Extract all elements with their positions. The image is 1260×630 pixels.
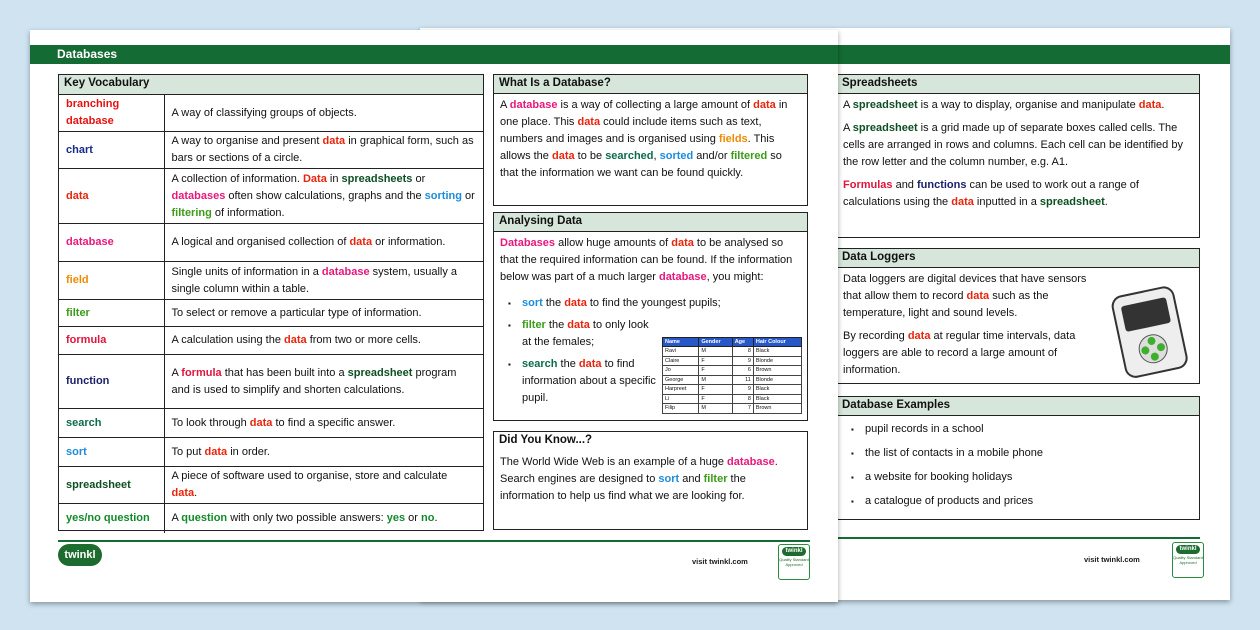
vocab-definition: [164, 300, 483, 327]
text: .: [194, 487, 198, 499]
vocab-row: [59, 438, 483, 467]
keyword-filter: filter: [703, 473, 728, 485]
text: to be: [574, 150, 606, 162]
vocab-definition: [164, 132, 483, 169]
vocab-row: [59, 95, 483, 132]
keyword-question: question: [181, 511, 228, 524]
keyword-sort: sort: [658, 473, 680, 485]
bullet-item: [522, 356, 657, 407]
keyword-spreadsheet: spreadsheets: [341, 172, 413, 185]
panel-heading: Analysing Data: [494, 213, 807, 232]
vocab-row: [59, 262, 483, 300]
vocab-term: chart: [59, 132, 164, 169]
table-cell: Filip: [663, 404, 699, 414]
text: .: [1161, 99, 1165, 111]
table-row: [663, 347, 802, 357]
text: allow huge amounts of: [555, 237, 672, 249]
text: in one place. This: [500, 99, 788, 128]
text: or: [405, 511, 421, 524]
vocab-definition: [164, 327, 483, 355]
table-cell: M: [699, 404, 732, 414]
table-cell: F: [699, 366, 732, 376]
text: from two or more cells.: [306, 334, 421, 346]
table-cell: 9: [732, 385, 753, 395]
vocab-definition: [164, 504, 483, 533]
panel-heading: Spreadsheets: [837, 75, 1199, 94]
keyword-data: data: [564, 297, 587, 309]
text: in graphical form, such as bars or sections of a circle.: [171, 135, 474, 164]
vocab-definition: [164, 169, 483, 224]
vocab-row: [59, 224, 483, 262]
table-cell: 9: [732, 356, 753, 366]
keyword-data: data: [578, 358, 602, 370]
text: such as the temperature, light and sound levels.: [843, 290, 1049, 319]
panel-body: [494, 451, 807, 514]
keyword-formula: formula: [181, 366, 222, 379]
keyword-spreadsheet: spreadsheet: [347, 366, 413, 379]
text: and: [892, 179, 917, 191]
paragraph: [500, 454, 801, 505]
badge-logo: twinkl: [782, 547, 806, 556]
badge-text: Quality Standard Approved: [1173, 555, 1203, 565]
text: in order.: [227, 445, 270, 458]
text: the: [545, 319, 568, 331]
keyword-database: database: [509, 99, 558, 111]
keyword-data: data: [551, 150, 575, 162]
text: often show calculations, graphs and the: [225, 189, 425, 202]
examples-list: [837, 416, 1199, 511]
vocab-row: [59, 504, 483, 533]
table-cell: 11: [732, 375, 753, 385]
vocab-definition: [164, 355, 483, 409]
keyword-data: data: [171, 487, 195, 499]
table-cell: Blonde: [753, 356, 801, 366]
vocab-row: [59, 467, 483, 504]
vocab-term: sort: [59, 438, 164, 467]
text: A collection of information.: [171, 172, 303, 185]
keyword-data: data: [204, 445, 228, 458]
table-cell: Blonde: [753, 375, 801, 385]
table-cell: F: [699, 356, 732, 366]
vocabulary-table: [59, 94, 483, 533]
visit-link[interactable]: visit twinkl.com: [692, 557, 748, 566]
table-cell: 6: [732, 366, 753, 376]
keyword-filter: filtered: [730, 150, 768, 162]
keyword-filter: filter: [522, 319, 546, 331]
text: the: [542, 297, 565, 309]
text: to find a specific answer.: [272, 416, 396, 429]
data-logger-device-icon: [1103, 279, 1198, 379]
table-cell: Brown: [753, 366, 801, 376]
example-item: ▪ a catalogue of products and prices: [865, 492, 1199, 511]
text: to only look at the females;: [522, 319, 649, 348]
keyword-data: data: [1138, 99, 1162, 111]
text: A way to organise and present: [171, 135, 323, 147]
keyword-database: database: [321, 265, 370, 278]
text: system, usually a single column within a table.: [171, 265, 458, 295]
panel-heading: Database Examples: [837, 397, 1199, 416]
quality-badge: [778, 544, 810, 580]
title-bar: [838, 45, 1230, 64]
text: the: [557, 358, 579, 370]
table-cell: Black: [753, 385, 801, 395]
table-cell: Jo: [663, 366, 699, 376]
vocab-term: database: [59, 224, 164, 262]
table-cell: M: [699, 375, 732, 385]
text: to find the youngest pupils;: [586, 297, 721, 309]
keyword-filter: filtering: [171, 206, 212, 219]
text: .: [434, 511, 438, 524]
panel-body: [494, 94, 807, 191]
spreadsheets-panel: [836, 74, 1200, 238]
text: A: [843, 99, 853, 111]
table-cell: 8: [732, 394, 753, 404]
text: in: [326, 172, 342, 185]
analysing-data-panel: [493, 212, 808, 421]
vocab-row: [59, 300, 483, 327]
visit-link[interactable]: visit twinkl.com: [1084, 555, 1140, 564]
text: A piece of software used to organise, store and calculate: [171, 470, 448, 482]
title-bar: Databases: [30, 45, 838, 64]
text: is a way of collecting a large amount of: [557, 99, 754, 111]
text: A way of classifying groups of objects.: [171, 106, 357, 119]
example-item: ▪ pupil records in a school: [865, 420, 1199, 439]
vocab-term: branching database: [59, 95, 164, 132]
what-is-a-database-panel: [493, 74, 808, 206]
keyword-database: database: [727, 456, 775, 468]
keyword-search: search: [522, 358, 558, 370]
data-loggers-panel: [836, 248, 1200, 384]
text: could include items such as text, numbers and images and is organised using: [500, 116, 762, 145]
vocab-definition: [164, 438, 483, 467]
text: To put: [171, 445, 205, 458]
text: is a grid made up of separate boxes called cells. The cells are arranged in rows and columns. Each cell can be identified by the row letter and the column number, e.g. A1.: [843, 122, 1183, 168]
table-cell: F: [699, 394, 732, 404]
footer-divider: [58, 540, 810, 542]
quality-badge: [1172, 542, 1204, 578]
vocab-definition: [164, 95, 483, 132]
vocab-term: field: [59, 262, 164, 300]
table-row: [663, 356, 802, 366]
panel-body: [837, 94, 1199, 220]
column-header[interactable]: Age: [732, 338, 753, 347]
badge-text: Quality Standard Approved: [779, 557, 809, 567]
keyword-data: data: [249, 416, 273, 429]
text: the information to help us find what we are looking for.: [500, 473, 746, 502]
footer-divider: [838, 537, 1200, 539]
keyword-data: data: [284, 334, 307, 346]
keyword-data: data: [951, 196, 974, 208]
example-item: ▪ a website for booking holidays: [865, 468, 1199, 487]
keyword-function: functions: [916, 179, 967, 191]
vocab-term: function: [59, 355, 164, 409]
paragraph: [843, 120, 1193, 171]
keyword-question: no: [420, 511, 435, 524]
vocab-term: data: [59, 169, 164, 224]
paragraph: [843, 328, 1093, 379]
vocab-definition: [164, 467, 483, 504]
keyword-data: data: [907, 330, 931, 342]
text: and: [679, 473, 704, 485]
keyword-data: data: [567, 319, 590, 331]
column-header[interactable]: Hair Colour: [753, 338, 801, 347]
keyword-spreadsheet: spreadsheet: [852, 99, 918, 111]
keyword-search: searched: [605, 150, 654, 162]
keyword-data: data: [322, 135, 346, 147]
keyword-data: data: [753, 99, 776, 111]
vocab-term: spreadsheet: [59, 467, 164, 504]
keyword-spreadsheet: spreadsheet: [1039, 196, 1105, 208]
table-cell: Brown: [753, 404, 801, 414]
text: can be used to work out a range of calculations using the: [843, 179, 1139, 208]
panel-body: [494, 232, 807, 295]
example-item: ▪ the list of contacts in a mobile phone: [865, 444, 1199, 463]
front-page: [30, 30, 838, 602]
table-cell: Ravi: [663, 347, 699, 357]
text: is a way to display, organise and manipulate: [917, 99, 1139, 111]
keyword-data: data: [966, 290, 990, 302]
keyword-sort: sorted: [659, 150, 694, 162]
text: ,: [653, 150, 660, 162]
vocab-term: search: [59, 409, 164, 438]
paragraph: [843, 97, 1193, 114]
text: program and is used to simplify and shorten calculations.: [171, 366, 457, 396]
text: or information.: [372, 236, 446, 248]
twinkl-logo[interactable]: twinkl: [58, 544, 102, 566]
text: inputted in a: [973, 196, 1040, 208]
vocab-term: filter: [59, 300, 164, 327]
keyword-data: data: [577, 116, 601, 128]
vocab-row: [59, 355, 483, 409]
text: to find information about a specific pupil.: [522, 358, 656, 404]
key-vocabulary-panel: [58, 74, 484, 531]
text: A logical and organised collection of: [171, 236, 350, 248]
vocab-row: [59, 169, 483, 224]
table-row: [663, 404, 802, 414]
keyword-data: Data: [302, 172, 327, 185]
bullet-item: [522, 317, 657, 351]
column-header[interactable]: Gender: [699, 338, 732, 347]
keyword-database: databases: [171, 189, 226, 202]
text: so that the information we want can be found quickly.: [500, 150, 782, 179]
text: Data loggers are digital devices that have sensors that allow them to record: [843, 273, 1087, 302]
text: , you might:: [706, 271, 764, 283]
table-cell: Black: [753, 347, 801, 357]
text: at regular time intervals, data loggers are able to record a large amount of information.: [843, 330, 1076, 376]
table-cell: Harpreet: [663, 385, 699, 395]
table-row: [663, 385, 802, 395]
panel-heading: Key Vocabulary: [59, 75, 483, 94]
text: A: [171, 366, 182, 379]
keyword-sort: sorting: [424, 189, 462, 202]
table-row: [663, 366, 802, 376]
text: or: [412, 172, 426, 185]
table-row: [663, 375, 802, 385]
keyword-database: Databases: [500, 237, 556, 249]
paragraph: [843, 271, 1093, 322]
text: .: [1104, 196, 1108, 208]
text: and/or: [693, 150, 731, 162]
text: A calculation using the: [171, 334, 285, 346]
text: A: [500, 99, 510, 111]
panel-heading: Did You Know...?: [494, 432, 807, 451]
bullet-item: [522, 295, 807, 312]
panel-body: [837, 268, 1099, 388]
keyword-sort: sort: [522, 297, 543, 309]
badge-logo: twinkl: [1176, 545, 1200, 554]
keyword-spreadsheet: spreadsheet: [852, 122, 918, 134]
vocab-definition: [164, 409, 483, 438]
text: . Search engines are designed to: [500, 456, 778, 485]
table-header-row: [663, 338, 802, 347]
vocab-definition: [164, 262, 483, 300]
paragraph: [843, 177, 1193, 211]
panel-heading: Data Loggers: [837, 249, 1199, 268]
text: By recording: [843, 330, 908, 342]
keyword-database: database: [658, 271, 707, 283]
table-cell: George: [663, 375, 699, 385]
column-header[interactable]: Name: [663, 338, 699, 347]
table-row: [663, 394, 802, 404]
table-cell: 7: [732, 404, 753, 414]
keyword-formula: Formulas: [843, 179, 893, 191]
pupil-data-table: [662, 337, 802, 414]
text: A: [171, 511, 182, 524]
table-cell: Li: [663, 394, 699, 404]
vocab-row: [59, 132, 483, 169]
text: To look through: [171, 416, 250, 429]
vocab-row: [59, 327, 483, 355]
text: of information.: [211, 206, 285, 219]
vocab-row: [59, 409, 483, 438]
text: . This allows the: [500, 133, 775, 162]
keyword-question: yes: [386, 511, 406, 524]
keyword-data: data: [671, 237, 694, 249]
text: to be analysed so that the required information can be found. If the information below was part of a much larger: [500, 237, 793, 283]
vocab-definition: [164, 224, 483, 262]
text: Single units of information in a: [171, 265, 322, 278]
did-you-know-panel: [493, 431, 808, 530]
table-cell: 8: [732, 347, 753, 357]
keyword-field: fields: [718, 133, 748, 145]
table-cell: M: [699, 347, 732, 357]
paragraph: [500, 235, 801, 286]
text: or: [461, 189, 475, 202]
panel-heading: What Is a Database?: [494, 75, 807, 94]
text: that has been built into a: [221, 366, 348, 379]
text: To select or remove a particular type of information.: [171, 306, 422, 319]
keyword-data: data: [349, 236, 373, 248]
table-cell: Claire: [663, 356, 699, 366]
vocab-term: yes/no question: [59, 504, 164, 533]
text: The World Wide Web is an example of a huge: [500, 456, 728, 468]
vocab-term: formula: [59, 327, 164, 355]
table-cell: Black: [753, 394, 801, 404]
paragraph: [500, 97, 801, 182]
table-cell: F: [699, 385, 732, 395]
text: with only two possible answers:: [227, 511, 387, 524]
database-examples-panel: [836, 396, 1200, 520]
text: A: [843, 122, 853, 134]
